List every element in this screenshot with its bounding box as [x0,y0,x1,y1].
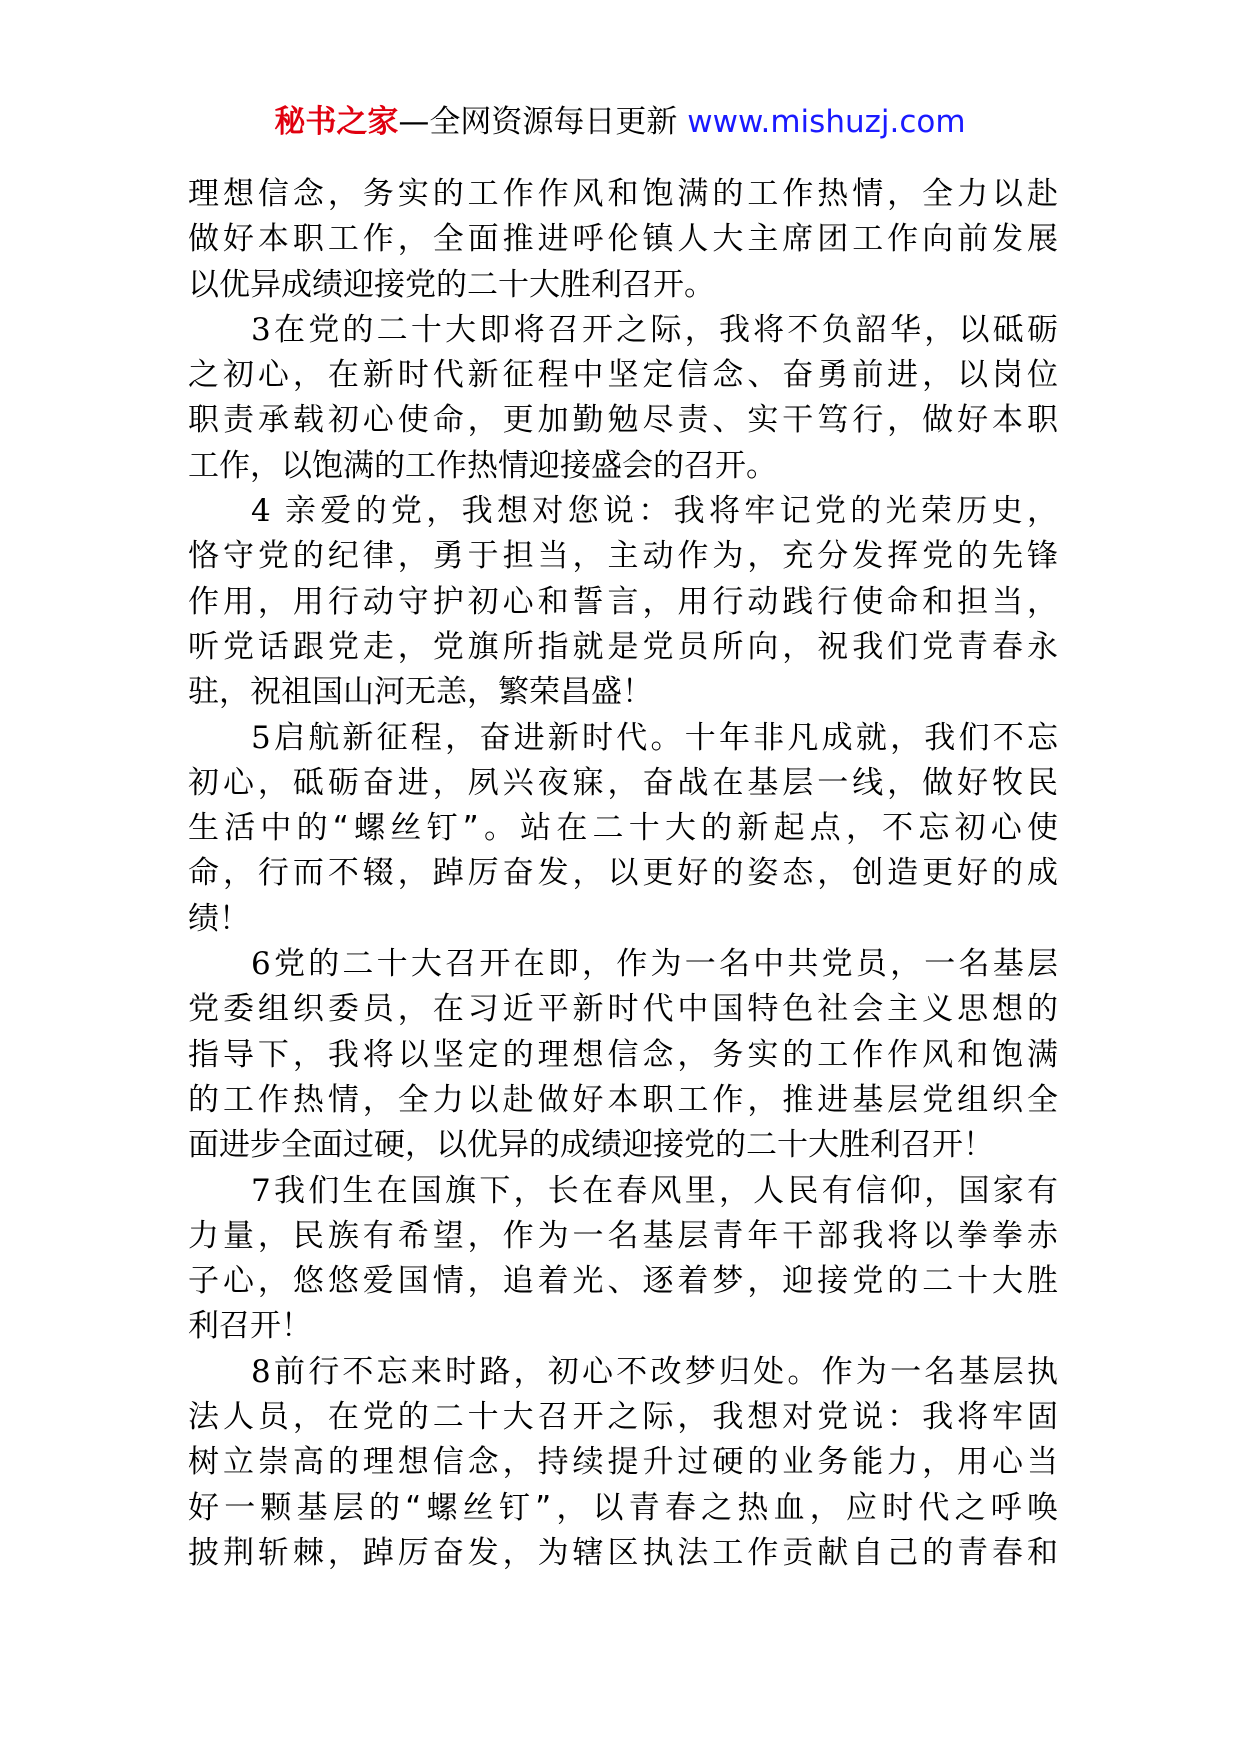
text-line: 初心，砥砺奋进，夙兴夜寐，奋战在基层一线，做好牧民 [188,764,1058,801]
paragraph-5 [188,716,1058,942]
paragraph-number: 8 [251,1353,271,1390]
text-line: 4 亲爱的党，我想对您说：我将牢记党的光荣历史， [251,493,1058,530]
paragraph-number: 7 [251,1172,271,1209]
text-line: 听党话跟党走，党旗所指就是党员所向，祝我们党青春永 [188,628,1058,665]
text-line: 6党的二十大召开在即，作为一名中共党员，一名基层 [251,946,1058,983]
text-line: 好一颗基层的“螺丝钉”，以青春之热血，应时代之呼唤 [188,1489,1058,1526]
text-line: 做好本职工作，全面推进呼伦镇人大主席团工作向前发展 [188,221,1058,258]
text-line: 披荆斩棘，踔厉奋发，为辖区执法工作贡献自己的青春和 [188,1534,1058,1571]
text-line: 之初心，在新时代新征程中坚定信念、奋勇前进，以岗位 [188,357,1058,394]
text-line: 子心，悠悠爱国情，追着光、逐着梦，迎接党的二十大胜 [188,1263,1058,1300]
text-line: 3在党的二十大即将召开之际，我将不负韶华，以砥砺 [251,311,1058,348]
text-line: 驻，祝祖国山河无恙，繁荣昌盛！ [188,674,653,711]
text-line: 树立崇高的理想信念，持续提升过硬的业务能力，用心当 [188,1444,1058,1481]
text-line: 面进步全面过硬，以优异的成绩迎接党的二十大胜利召开！ [188,1127,994,1164]
site-url-link[interactable]: www.mishuzj.com [687,104,966,140]
text-line: 7我们生在国旗下，长在春风里，人民有信仰，国家有 [251,1172,1058,1209]
text-line: 力量，民族有希望，作为一名基层青年干部我将以拳拳赤 [188,1217,1058,1254]
paragraph-continued [188,172,1058,308]
paragraph-8 [188,1350,1058,1576]
text-line: 党委组织委员，在习近平新时代中国特色社会主义思想的 [188,991,1058,1028]
paragraph-number: 6 [251,946,271,983]
text-line: 5启航新征程，奋进新时代。十年非凡成就，我们不忘 [251,719,1058,756]
paragraph-7 [188,1169,1058,1350]
text-line: 职责承载初心使命，更加勤勉尽责、实干笃行，做好本职 [188,402,1058,439]
text-line: 工作，以饱满的工作热情迎接盛会的召开。 [188,447,777,484]
text-line: 以优异成绩迎接党的二十大胜利召开。 [188,266,715,303]
paragraph-4 [188,489,1058,715]
text-line: 的工作热情，全力以赴做好本职工作，推进基层党组织全 [188,1081,1058,1118]
paragraph-number: 5 [251,719,271,756]
brand-name: 秘书之家 [274,104,399,140]
paragraph-number: 4 [251,493,271,530]
paragraph-number: 3 [251,311,271,348]
text-line: 命，行而不辍，踔厉奋发，以更好的姿态，创造更好的成 [188,855,1058,892]
text-line: 法人员，在党的二十大召开之际，我想对党说：我将牢固 [188,1399,1058,1436]
text-line: 理想信念，务实的工作作风和饱满的工作热情，全力以赴 [188,176,1058,212]
header-tagline: —全网资源每日更新 [398,104,678,140]
text-line: 绩！ [188,900,250,937]
text-line: 生活中的“螺丝钉”。站在二十大的新起点，不忘初心使 [188,810,1058,847]
document-body [188,172,1058,1576]
text-line: 指导下，我将以坚定的理想信念，务实的工作作风和饱满 [188,1036,1058,1073]
text-line: 利召开！ [188,1308,312,1345]
text-line: 恪守党的纪律，勇于担当，主动作为，充分发挥党的先锋 [188,538,1058,575]
paragraph-3 [188,308,1058,489]
site-header [0,100,1240,144]
text-line: 作用，用行动守护初心和誓言，用行动践行使命和担当， [188,583,1058,620]
paragraph-6 [188,942,1058,1168]
text-line: 8前行不忘来时路，初心不改梦归处。作为一名基层执 [251,1353,1058,1390]
